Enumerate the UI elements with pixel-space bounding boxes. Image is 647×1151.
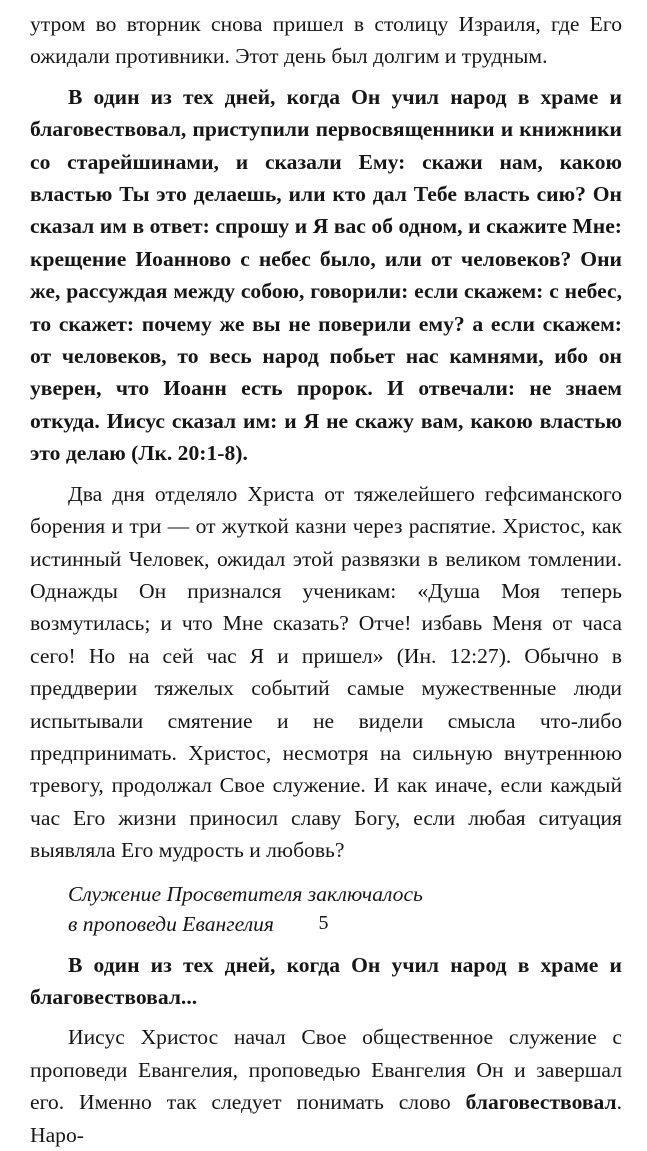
scripture-quote-short: В один из тех дней, когда Он учил народ в храме и благовествовал... xyxy=(30,952,622,1009)
paragraph-gap xyxy=(30,939,622,949)
final-text-start: Иисус Христос начал Свое общественное служение с проповеди Евангелия, проповедью Евангелия Он и завершал его. Именно так следует понимать слово xyxy=(30,1025,622,1115)
page-number: 5 xyxy=(318,912,329,934)
paragraph-commentary: Два дня отделяло Христа от тяжелейшего гефсиманского борения и три — от жуткой казни через распятие. Христос, как истинный Человек, ожидал этой развязки в великом томлении. Однажды Он признался ученикам: «Душа Моя теперь возмутилась; и что Мне сказать? Отче! избавь Меня от часа сего! Но на сей час Я и пришел» (Ин. 12:27). Обычно в преддверии тяжелых событий самые мужественные люди испытывали смятение и не видели смысла что-либо предпринимать. Христос, несмотря на сильную внутреннюю тревогу, продолжал Свое служение. И как иначе, если каждый час Его жизни приносил славу Богу, если любая ситуация выявляла Его мудрость и любовь? xyxy=(30,481,622,863)
paragraph-gap xyxy=(30,867,622,879)
paragraph-gap xyxy=(30,470,622,478)
final-text-end: . Наро- xyxy=(30,1090,622,1147)
paragraph-final xyxy=(30,1021,622,1151)
scripture-quote-luke: В один из тех дней, когда Он учил народ в храме и благовествовал, приступили первосвященники и книжники со старейшинами, и сказали Ему: скажи нам, какою властью Ты это делаешь, или кто дал Тебе власть сию? Он сказал им в ответ: спрошу и Я вас об одном, и скажите Мне: крещение Иоанново с небес было, или от человеков? Они же, рассуждая между собою, говорили: если скажем: с небес, то скажет: почему же вы не поверили ему? а если скажем: от человеков, то весь народ побьет нас камнями, ибо он уверен, что Иоанн есть пророк. И отвечали: не знаем откуда. Иисус сказал им: и Я не скажу вам, какою властью это делаю (Лк. 20:1-8). xyxy=(30,84,622,466)
paragraph-gap xyxy=(30,1013,622,1021)
paragraph-continuation: утром во вторник снова пришел в столицу Израиля, где Его ожидали противники. Этот день был долгим и трудным. xyxy=(30,12,622,69)
page-body xyxy=(30,8,622,1151)
section-heading-line-1: Служение Просветителя заключалось xyxy=(68,881,423,906)
emphasized-word: благовествовал xyxy=(465,1090,617,1115)
paragraph-gap xyxy=(30,73,622,81)
section-heading-line-2: в проповеди Евангелия xyxy=(68,911,274,936)
